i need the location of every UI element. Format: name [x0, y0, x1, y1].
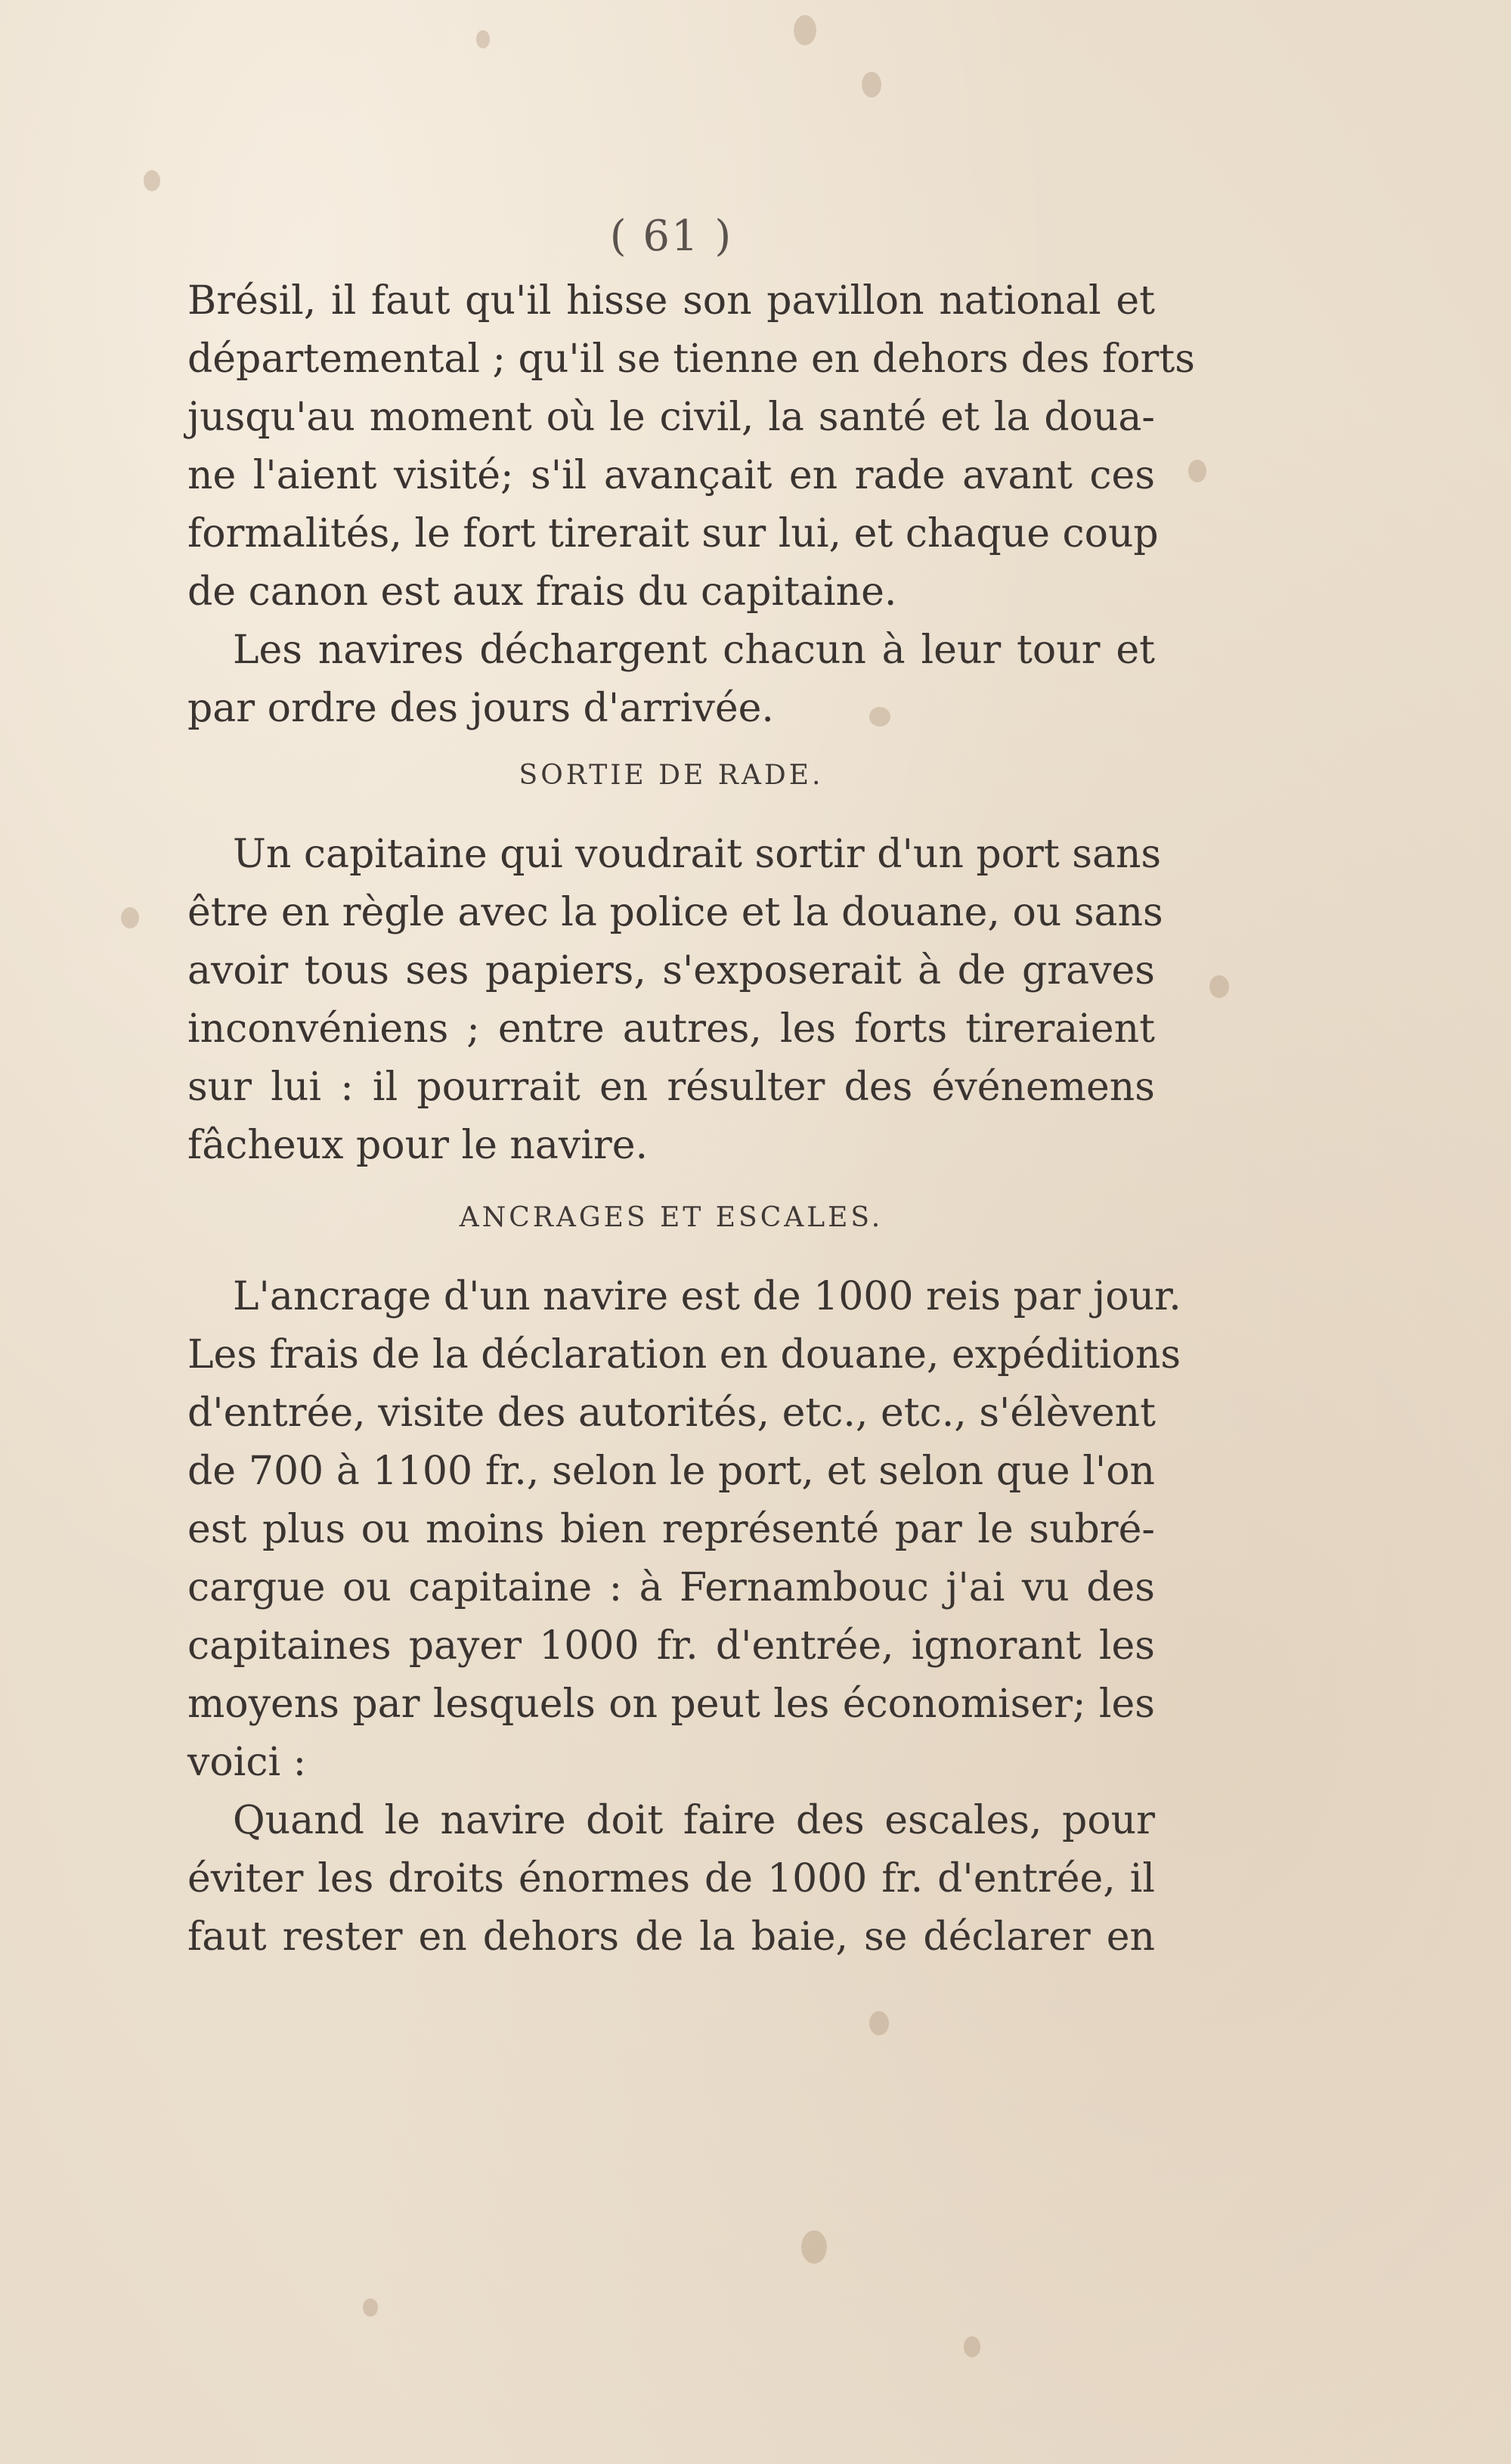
foxing-spot [794, 15, 816, 45]
text-line: est plus ou moins bien représenté par le subré- [187, 1507, 1155, 1552]
foxing-spot [862, 72, 881, 98]
text-line: Un capitaine qui voudrait sortir d'un port sans [233, 832, 1162, 877]
foxing-spot [1209, 975, 1229, 998]
text-line: inconvéniens ; entre autres, les forts tireraient [187, 1006, 1155, 1052]
text-line: faut rester en dehors de la baie, se déclarer en [187, 1914, 1155, 1960]
text-line: jusqu'au moment où le civil, la santé et la doua- [187, 395, 1155, 440]
section-heading: ANCRAGES ET ESCALES. [459, 1202, 884, 1233]
text-line: Les navires déchargent chacun à leur tour et [233, 628, 1155, 673]
text-line: ne l'aient visité; s'il avançait en rade avant ces [187, 453, 1155, 498]
text-line: formalités, le fort tirerait sur lui, et chaque coup [187, 511, 1159, 556]
text-line: capitaines payer 1000 fr. d'entrée, ignorant les [187, 1623, 1155, 1669]
text-line: avoir tous ses papiers, s'exposerait à de graves [187, 948, 1155, 993]
text-line: Quand le navire doit faire des escales, pour [233, 1798, 1155, 1843]
text-line: moyens par lesquels on peut les économiser; les [187, 1681, 1155, 1727]
text-line: L'ancrage d'un navire est de 1000 reis par jour. [233, 1274, 1181, 1319]
foxing-spot [1188, 460, 1206, 482]
text-line: être en règle avec la police et la douane, ou sans [187, 890, 1163, 935]
text-line: sur lui : il pourrait en résulter des événemens [187, 1065, 1155, 1110]
page-number: ( 61 ) [609, 212, 733, 261]
text-line: Brésil, il faut qu'il hisse son pavillon national et [187, 278, 1155, 324]
foxing-spot [801, 2230, 827, 2264]
text-line: éviter les droits énormes de 1000 fr. d'entrée, il [187, 1856, 1155, 1901]
text-line: de canon est aux frais du capitaine. [187, 569, 897, 615]
text-line: d'entrée, visite des autorités, etc., etc., s'élèvent [187, 1390, 1156, 1436]
foxing-spot [363, 2298, 378, 2317]
text-line: fâcheux pour le navire. [187, 1123, 649, 1168]
foxing-spot [121, 907, 139, 928]
foxing-spot [476, 30, 490, 48]
foxing-spot [869, 2011, 889, 2035]
foxing-spot [144, 170, 160, 191]
text-line: de 700 à 1100 fr., selon le port, et selon que l'on [187, 1449, 1155, 1494]
text-line: par ordre des jours d'arrivée. [187, 686, 774, 731]
text-line: cargue ou capitaine : à Fernambouc j'ai vu des [187, 1565, 1155, 1610]
foxing-spot [964, 2336, 980, 2357]
text-line: départemental ; qu'il se tienne en dehors des forts [187, 336, 1195, 382]
section-heading: SORTIE DE RADE. [519, 760, 824, 791]
text-line: voici : [187, 1740, 307, 1785]
text-line: Les frais de la déclaration en douane, expéditions [187, 1332, 1181, 1378]
